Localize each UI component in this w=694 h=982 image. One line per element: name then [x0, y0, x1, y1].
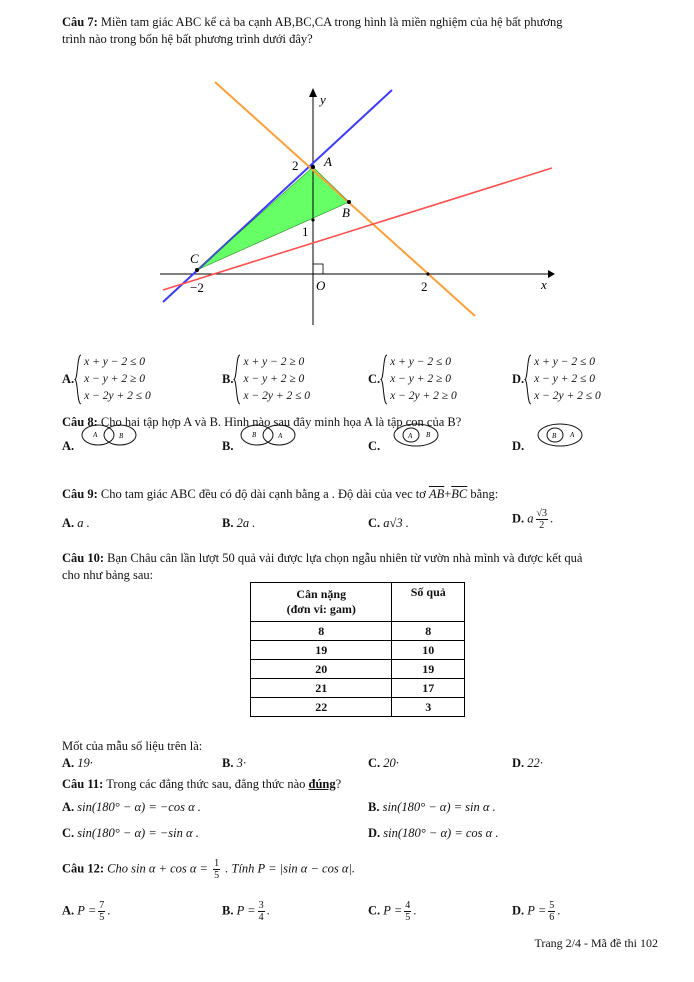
venn-right-label: A: [278, 432, 283, 440]
q7-inequality: x − 2y + 2 ≤ 0: [243, 390, 311, 402]
q11-text: [62, 776, 662, 793]
venn-outer-label: B: [426, 431, 431, 439]
q8-option[interactable]: [222, 422, 301, 453]
q11-option-letter: C.: [62, 826, 75, 840]
q7-option-letter: C.: [368, 372, 381, 386]
q9-option[interactable]: [368, 516, 409, 531]
q11-option-value: sin(180° − α) = cos α .: [383, 826, 499, 840]
q7-option-letter: A.: [62, 372, 75, 386]
q11-option-letter: D.: [368, 826, 381, 840]
q10-option-letter: D.: [512, 756, 525, 770]
q9-option[interactable]: [512, 508, 553, 531]
q11-option-letter: B.: [368, 800, 380, 814]
venn-right-label: B: [119, 432, 124, 440]
point-b-label: B: [342, 205, 350, 220]
q12-option[interactable]: C. P = $\frac{4}{5}$ .: [368, 900, 417, 923]
q12-fraction: [213, 858, 220, 881]
q12-text: [62, 858, 662, 881]
q7-inequality: x − y + 2 ≤ 0: [534, 373, 595, 385]
q7-option-letter: B.: [222, 372, 234, 386]
q11-option-letter: A.: [62, 800, 75, 814]
point-x2-dot: [426, 272, 429, 275]
q12-option-letter: A.: [62, 903, 75, 918]
table-cell-weight: 22: [251, 698, 392, 717]
q10-option-value: 22·: [527, 756, 543, 770]
q11-qmark: ?: [335, 777, 342, 791]
table-row: [251, 660, 465, 679]
q10-option-value: 19·: [77, 756, 93, 770]
q8-option-letter: D.: [512, 438, 525, 453]
q10-option[interactable]: [62, 756, 93, 771]
tick-y1-label: 1: [302, 224, 309, 239]
q12-option-fraction: [98, 900, 105, 923]
table-row: [251, 641, 465, 660]
q9-option-letter: B.: [222, 516, 234, 530]
q9-option-letter: C.: [368, 516, 381, 530]
q11-option-value: sin(180° − α) = sin α .: [382, 800, 496, 814]
q11-option-value: sin(180° − α) = −cos α .: [77, 800, 201, 814]
table-cell-weight: 8: [251, 622, 392, 641]
q9-vec1: $\overline{AB}$: [428, 487, 445, 501]
q12-option-letter: D.: [512, 903, 525, 918]
point-a-dot: [311, 165, 315, 169]
q12-option-den: 5: [405, 912, 411, 923]
q9-option[interactable]: [62, 516, 90, 531]
point-b-dot: [347, 200, 351, 204]
q8-option-letter: C.: [368, 438, 381, 453]
q12-option-num: 4: [405, 900, 411, 911]
venn-outer-set: [394, 424, 438, 446]
table-cell-weight: 19: [251, 641, 392, 660]
q10-option-value: 20·: [383, 756, 399, 770]
q9-option-fraction: [536, 508, 549, 531]
page-footer: Trang 2/4 - Mã đề thi 102: [534, 936, 658, 950]
q9-option[interactable]: [222, 516, 255, 531]
venn-inner-label: A: [408, 432, 413, 440]
q10-text-line2: cho như bảng sau:: [62, 568, 154, 582]
y-axis-arrow: [309, 88, 317, 97]
q8-option[interactable]: [62, 422, 142, 453]
q7-text-line1: Miền tam giác ABC kể cả ba cạnh AB,BC,CA trong hình là miền nghiệm của hệ bất phương: [100, 15, 563, 29]
q12-option-letter: C.: [368, 903, 381, 918]
q12-label: Câu 12:: [62, 861, 105, 876]
q10-table: [250, 582, 465, 717]
q9-option-letter: D.: [512, 511, 525, 526]
q9-plus: +: [444, 487, 452, 501]
q11-option[interactable]: [368, 826, 498, 841]
q8-option[interactable]: [512, 422, 592, 453]
q8-label: Câu 8:: [62, 415, 98, 429]
q12-option-den: 4: [258, 912, 264, 923]
table-header-row: [251, 583, 465, 622]
q10-question: Mốt của mẫu số liệu trên là:: [62, 739, 203, 753]
venn-outer-set: [538, 424, 582, 446]
q12-option-letter: B.: [222, 903, 234, 918]
q7-inequality: x − 2y + 2 ≥ 0: [390, 390, 457, 402]
venn-outer-label: A: [570, 431, 575, 439]
q7-option-letter: D.: [512, 372, 525, 386]
q11-label: Câu 11:: [62, 777, 104, 791]
q7-option[interactable]: [62, 354, 151, 405]
q10-option-letter: A.: [62, 756, 75, 770]
q12-den: 5: [214, 870, 220, 881]
q12-question-a: Cho sin α + cos α =: [107, 861, 208, 876]
table-header-count: Số quả: [392, 583, 465, 622]
table-row: [251, 622, 465, 641]
q10-option[interactable]: [512, 756, 543, 771]
q7-inequality: x + y − 2 ≤ 0: [84, 356, 145, 368]
q8-option-letter: B.: [222, 438, 234, 453]
q7-inequality: x − y + 2 ≥ 0: [243, 373, 305, 385]
q12-option-pre: P =: [527, 903, 547, 918]
q10-option[interactable]: [368, 756, 399, 771]
q9-option-suffix: .: [550, 511, 554, 526]
q12-option-pre: P =: [77, 903, 97, 918]
point-y1-dot: [311, 218, 314, 221]
q9-fraction-den: 2: [539, 520, 545, 531]
q10-text-line1: Bạn Châu cân lần lượt 50 quả vải được lựa chọn ngẫu nhiên từ vườn nhà mình và được kết quả: [107, 551, 583, 565]
q7-text-line2: trình nào trong bốn hệ bất phương trình dưới đây?: [62, 32, 313, 46]
x-axis-arrow: [548, 270, 555, 278]
q10-option[interactable]: [222, 756, 246, 771]
q10-option-letter: C.: [368, 756, 381, 770]
q12-option-den: 6: [549, 912, 555, 923]
q12-option-num: 7: [99, 900, 105, 911]
q7-text: [62, 14, 662, 48]
q12-option-den: 5: [99, 912, 105, 923]
q12-option-fraction: [548, 900, 555, 923]
q12-option[interactable]: D. P = $\frac{5}{6}$ .: [512, 900, 561, 923]
q11-option[interactable]: [62, 826, 199, 841]
q8-question: Cho hai tập hợp A và B. Hình nào sau đây minh họa A là tập con của B?: [100, 415, 462, 429]
q7-inequality: x − 2y + 2 ≤ 0: [84, 390, 151, 402]
point-a-label: A: [324, 154, 332, 169]
q7-option-system: [524, 354, 601, 405]
q7-inequality: x + y − 2 ≥ 0: [243, 356, 305, 368]
line-x-minus-2y-plus-2: [163, 168, 552, 290]
q11-option[interactable]: [368, 800, 496, 815]
q8-option-letter: A.: [62, 438, 75, 453]
table-header-weight: [251, 583, 392, 622]
q12-option[interactable]: A. P = $\frac{7}{5}$ .: [62, 900, 111, 923]
table-cell-count: 19: [392, 660, 465, 679]
q8-venn-diagram: [239, 422, 301, 448]
q12-num: 1: [214, 858, 220, 869]
table-cell-count: 10: [392, 641, 465, 660]
q7-inequality: x − y + 2 ≥ 0: [390, 373, 451, 385]
q12-option-pre: P =: [383, 903, 403, 918]
y-axis-label: y: [320, 92, 326, 107]
q7-inequality: x − 2y + 2 ≤ 0: [534, 390, 601, 402]
q12-option-num: 5: [549, 900, 555, 911]
q10-text: [62, 550, 662, 584]
q9-question-b: bằng:: [470, 487, 499, 501]
q9-option-value-pre: a: [527, 511, 534, 526]
q7-inequality: x + y − 2 ≤ 0: [534, 356, 595, 368]
table-cell-weight: 20: [251, 660, 392, 679]
q7-option-system: [233, 354, 310, 405]
venn-left-label: B: [252, 431, 257, 439]
point-c-label: C: [190, 251, 199, 266]
header-weight-line1: Cân nặng: [296, 587, 347, 601]
table-row: [251, 679, 465, 698]
q11-option[interactable]: [62, 800, 201, 815]
q9-option-value: 2a .: [236, 516, 256, 530]
line-x-plus-y-minus-2: [215, 82, 475, 316]
q7-option-system: [74, 354, 151, 405]
q7-option[interactable]: [222, 354, 310, 405]
origin-label: O: [316, 278, 326, 293]
q8-venn-diagram: [386, 422, 448, 448]
venn-left-label: A: [93, 431, 98, 439]
tick-xm2-label: −2: [190, 280, 204, 295]
tick-x2-label: 2: [421, 279, 428, 294]
q7-inequality: x + y − 2 ≤ 0: [390, 356, 451, 368]
q7-option[interactable]: [512, 354, 601, 405]
q12-option-fraction: [404, 900, 411, 923]
q9-option-letter: A.: [62, 516, 75, 530]
table-cell-count: 3: [392, 698, 465, 717]
table-cell-count: 8: [392, 622, 465, 641]
q9-label: Câu 9:: [62, 487, 98, 501]
q12-option-fraction: [258, 900, 265, 923]
q12-option-pre: P =: [236, 903, 256, 918]
q12-question-b: . Tính P = |sin α − cos α|.: [225, 861, 355, 876]
q8-option[interactable]: [368, 422, 448, 453]
q9-option-value: a .: [77, 516, 90, 530]
q9-option-value: a√3 .: [383, 516, 409, 530]
q12-option-num: 3: [258, 900, 264, 911]
q7-label: Câu 7:: [62, 15, 98, 29]
q12-option[interactable]: B. P = $\frac{3}{4}$ .: [222, 900, 270, 923]
q7-graph: [160, 80, 555, 325]
origin-marker: [313, 264, 323, 274]
q11-option-value: sin(180° − α) = −sin α .: [77, 826, 199, 840]
tick-y2-label: 2: [292, 158, 299, 173]
q10-option-letter: B.: [222, 756, 234, 770]
q7-option-system: [380, 354, 457, 405]
table-cell-weight: 21: [251, 679, 392, 698]
q7-option[interactable]: [368, 354, 457, 405]
venn-inner-label: B: [552, 432, 557, 440]
q9-fraction-num: √3: [536, 508, 548, 519]
table-cell-count: 17: [392, 679, 465, 698]
q11-emph: đúng: [308, 777, 336, 791]
table-body: [251, 622, 465, 717]
q7-inequality: x − y + 2 ≥ 0: [84, 373, 145, 385]
q8-venn-diagram: [80, 422, 142, 448]
q9-text: [62, 486, 662, 503]
point-c-dot: [195, 268, 199, 272]
table-row: [251, 698, 465, 717]
header-weight-line2: (đơn vi: gam): [286, 602, 356, 616]
q10-label: Câu 10:: [62, 551, 105, 565]
q8-venn-diagram: [530, 422, 592, 448]
q9-question-a: Cho tam giác ABC đều có độ dài cạnh bằng a . Độ dài của vec tơ: [100, 487, 426, 501]
q11-question: Trong các đẳng thức sau, đẳng thức nào: [106, 777, 306, 791]
x-axis-label: x: [541, 277, 547, 292]
q9-vec2: $\overline{BC}$: [451, 487, 468, 501]
q10-option-value: 3·: [236, 756, 246, 770]
